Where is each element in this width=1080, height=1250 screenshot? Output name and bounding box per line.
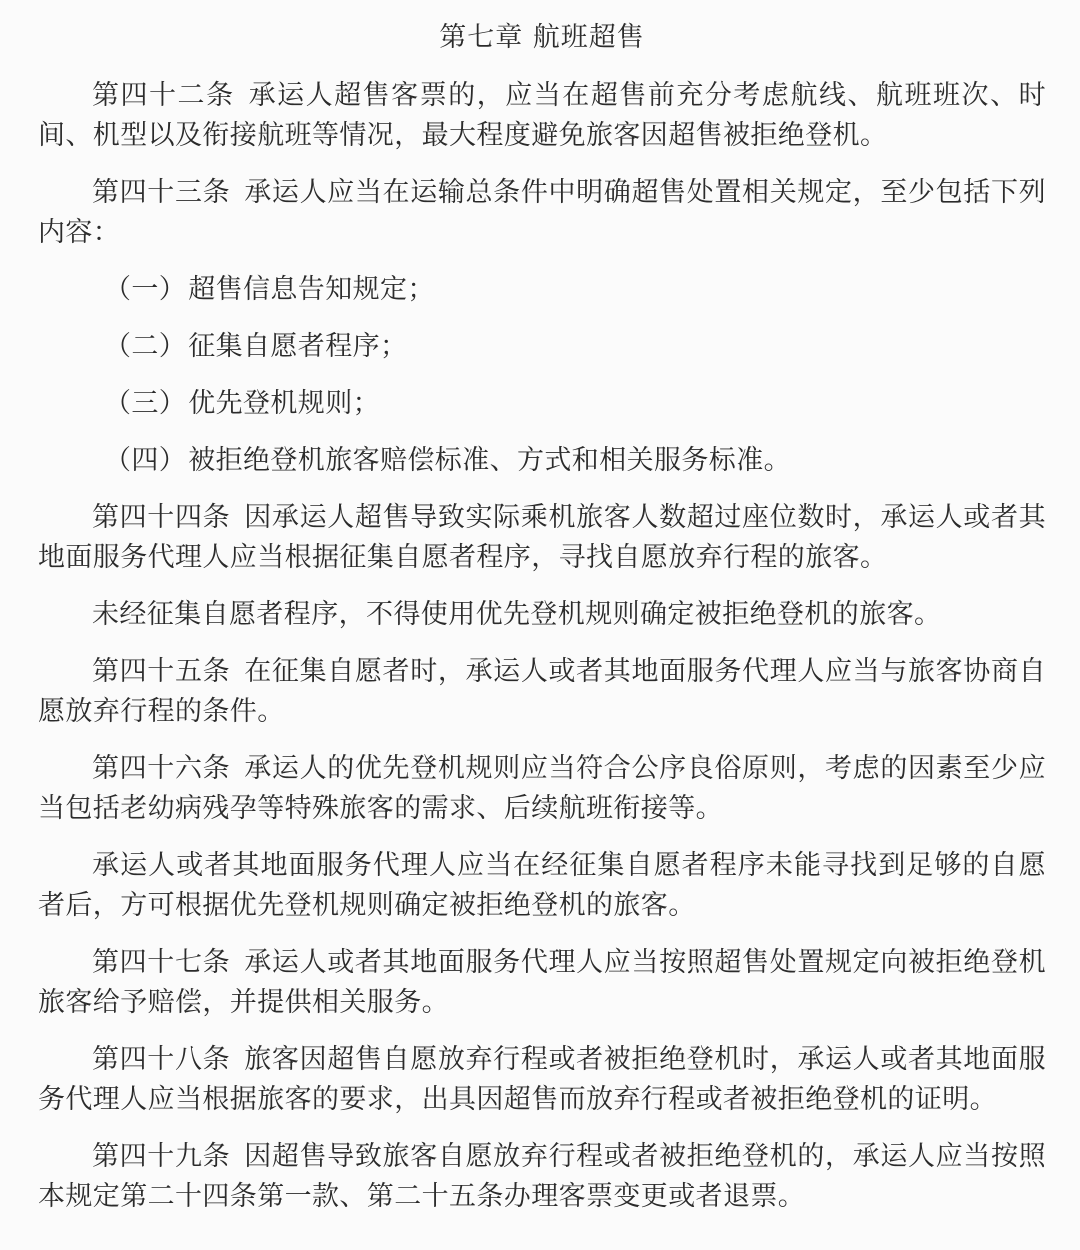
article-42 [38,76,1046,156]
article-text: 承运人超售客票的，应当在超售前充分考虑航线、航班班次、时间、机型以及衔接航班等情况，最大程度避免旅客因超售被拒绝登机。 [38,80,1046,151]
list-item-number: （三） [104,388,187,419]
article-44-paragraph-2: 未经征集自愿者程序，不得使用优先登机规则确定被拒绝登机的旅客。 [92,599,942,630]
article-48 [38,1040,1046,1120]
list-item-number: （二） [104,331,187,362]
article-text: 因超售导致旅客自愿放弃行程或者被拒绝登机的，承运人应当按照本规定第二十四条第一款、第二十五条办理客票变更或者退票。 [38,1141,1046,1212]
article-number: 第四十二条 [92,80,235,111]
list-item-text: 超售信息告知规定； [188,274,435,305]
list-item-text: 被拒绝登机旅客赔偿标准、方式和相关服务标准。 [188,445,792,476]
article-45 [38,652,1046,732]
list-item-number: （一） [104,274,187,305]
list-item-number: （四） [104,445,187,476]
article-47 [38,943,1046,1023]
list-item [38,270,1046,310]
chapter-title: 第七章 航班超售 [439,22,645,53]
article-text: 在征集自愿者时，承运人或者其地面服务代理人应当与旅客协商自愿放弃行程的条件。 [38,656,1046,727]
list-item [38,441,1046,481]
article-number: 第四十八条 [92,1044,231,1075]
article-number: 第四十三条 [92,177,231,208]
article-43 [38,173,1046,253]
article-number: 第四十六条 [92,753,231,784]
article-text: 承运人的优先登机规则应当符合公序良俗原则，考虑的因素至少应当包括老幼病残孕等特殊旅客的需求、后续航班衔接等。 [38,753,1046,824]
article-number: 第四十九条 [92,1141,231,1172]
article-text: 承运人应当在运输总条件中明确超售处置相关规定，至少包括下列内容： [38,177,1046,248]
article-number: 第四十七条 [92,947,231,978]
list-item [38,384,1046,424]
article-46-paragraph-2: 承运人或者其地面服务代理人应当在经征集自愿者程序未能寻找到足够的自愿者后，方可根据优先登机规则确定被拒绝登机的旅客。 [38,850,1046,921]
article-46 [38,749,1046,829]
article-44 [38,498,1046,578]
list-item [38,327,1046,367]
article-number: 第四十五条 [92,656,231,687]
article-number: 第四十四条 [92,502,231,533]
list-item-text: 征集自愿者程序； [188,331,408,362]
list-item-text: 优先登机规则； [188,388,381,419]
article-text: 承运人或者其地面服务代理人应当按照超售处置规定向被拒绝登机旅客给予赔偿，并提供相关服务。 [38,947,1046,1018]
article-text: 因承运人超售导致实际乘机旅客人数超过座位数时，承运人或者其地面服务代理人应当根据征集自愿者程序，寻找自愿放弃行程的旅客。 [38,502,1046,573]
article-49 [38,1137,1046,1217]
article-text: 旅客因超售自愿放弃行程或者被拒绝登机时，承运人或者其地面服务代理人应当根据旅客的要求，出具因超售而放弃行程或者被拒绝登机的证明。 [38,1044,1046,1115]
